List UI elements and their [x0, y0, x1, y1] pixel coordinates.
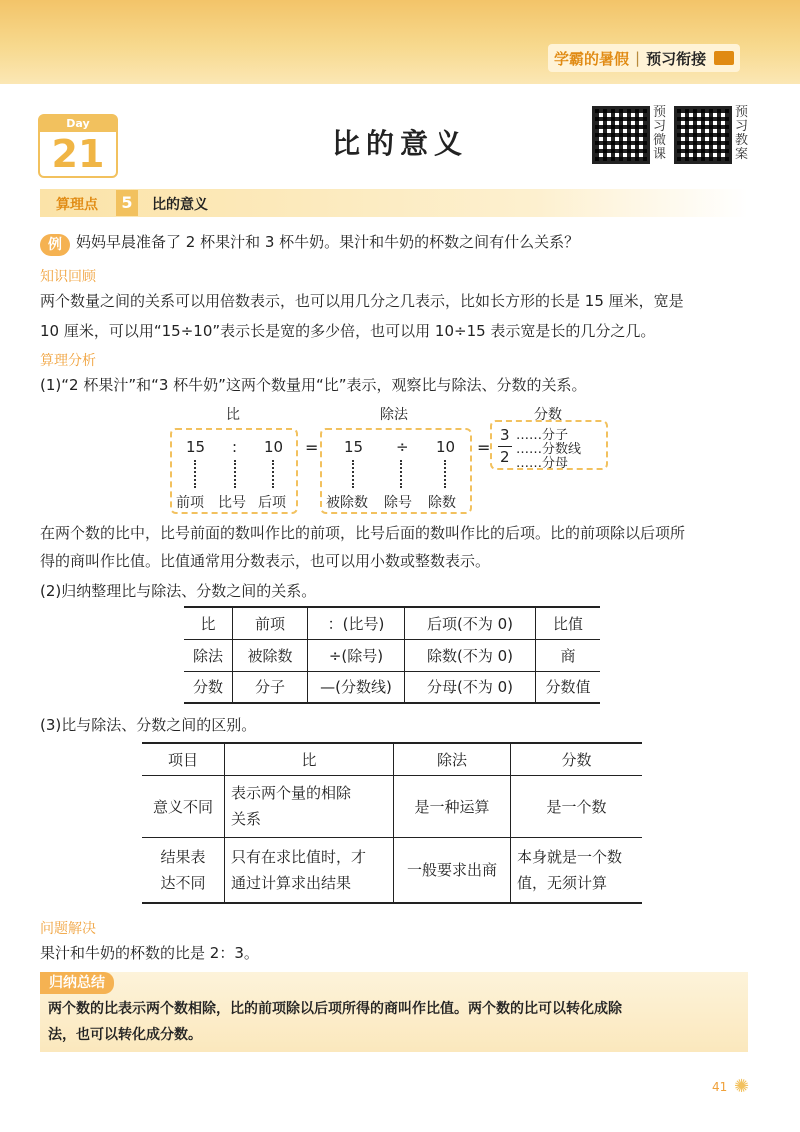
table-row [142, 743, 642, 775]
review-heading: 知识回顾 [40, 269, 96, 285]
denominator: 2 [500, 448, 510, 466]
fraction-box [490, 420, 608, 470]
series-tag [548, 44, 740, 72]
page-number: 41 [712, 1080, 728, 1094]
step-3: (3)比与除法、分数之间的区别。 [40, 716, 257, 734]
table-cell: 意义不同 [142, 775, 225, 837]
table-cell: ：(比号) [308, 607, 405, 639]
series-name: 学霸的暑假 [554, 49, 630, 68]
review-line: 两个数量之间的关系可以用倍数表示，也可以用几分之几表示，比如长方形的长是 15 厘米，宽是 [40, 292, 684, 310]
day-number: 21 [51, 132, 105, 176]
dotted-connector [400, 460, 402, 488]
table-cell: 前项 [233, 607, 308, 639]
table-cell: 商 [560, 646, 576, 665]
qr-code-icon[interactable] [674, 106, 732, 164]
table-row [142, 775, 642, 837]
table-cell [511, 837, 643, 903]
section-bar [40, 189, 748, 217]
dotted-connector [272, 460, 274, 488]
numerator: 3 [500, 426, 510, 444]
ratio-box [170, 428, 298, 514]
day-badge [38, 114, 118, 178]
step-1: (1)“2 杯果汁”和“3 杯牛奶”这两个数量用“比”表示，观察比与除法、分数的关系。 [40, 376, 587, 394]
division-label: 除号 [384, 495, 412, 511]
cell-line: 达不同 [160, 873, 206, 892]
table-row [184, 671, 600, 703]
example-question: 妈妈早晨准备了 2 杯果汁和 3 杯牛奶。果汁和牛奶的杯数之间有什么关系？ [76, 233, 580, 251]
table-cell: 分母(不为 0) [405, 671, 536, 703]
table-cell: 是一种运算 [394, 775, 511, 837]
page-title: 比的意义 [331, 127, 468, 160]
table-cell: ÷(除号) [308, 639, 405, 671]
ratio-label: 后项 [258, 495, 286, 511]
example-badge: 例 [40, 234, 70, 256]
table-cell: 除数(不为 0) [405, 639, 536, 671]
table-row [184, 607, 600, 639]
table-cell: 除法 [184, 639, 233, 671]
table-cell: 分数值 [545, 678, 591, 697]
cell-line: 只有在求比值时，才 [231, 847, 367, 866]
relation-table [184, 606, 600, 704]
qr-code-icon[interactable] [592, 106, 650, 164]
fraction-header: 分数 [534, 407, 562, 423]
table-cell: 比值 [552, 614, 583, 633]
fraction-part-label: ……分子 [516, 428, 569, 443]
cell-line: 通过计算求出结果 [231, 873, 352, 892]
qr-label: 预习教案 [735, 105, 749, 162]
summary-line: 法，也可以转化成分数。 [48, 1027, 202, 1043]
cell-line: 表示两个量的相除 [231, 784, 352, 802]
table-header: 除法 [394, 743, 511, 775]
ratio-sign: : [232, 438, 238, 456]
table-cell: 被除数 [233, 639, 308, 671]
definition-line: 得的商叫作比值。比值通常用分数表示，也可以用小数或整数表示。 [40, 552, 491, 570]
table-cell [142, 837, 225, 903]
division-header: 除法 [380, 407, 408, 423]
qr-label: 预习微课 [653, 105, 667, 162]
ratio-antecedent: 15 [186, 438, 206, 456]
table-cell: —(分数线) [308, 671, 405, 703]
table-row [142, 837, 642, 903]
fraction-part-label: ……分数线 [516, 442, 582, 457]
table-cell: 是一个数 [546, 797, 607, 816]
section-name: 比的意义 [152, 197, 208, 213]
division-box [320, 428, 472, 514]
dotted-connector [352, 460, 354, 488]
cell-line: 值，无须计算 [517, 873, 608, 892]
table-header: 项目 [142, 743, 225, 775]
table-cell: 一般要求出商 [394, 837, 511, 903]
solve-answer: 果汁和牛奶的杯数的比是 2：3。 [40, 944, 259, 962]
review-line: 10 厘米，可以用“15÷10”表示长是宽的多少倍，也可以用 10÷15 表示宽是长的几分之几。 [40, 322, 656, 340]
fraction-line [498, 446, 512, 447]
tag-separator: | [635, 49, 641, 67]
division-label: 被除数 [326, 495, 368, 511]
summary-line: 两个数的比表示两个数相除，比的前项除以后项所得的商叫作比值。两个数的比可以转化成除 [48, 1001, 622, 1017]
cell-line: 关系 [231, 810, 262, 828]
dividend: 15 [344, 438, 364, 456]
table-row [184, 639, 600, 671]
table-cell: 分子 [233, 671, 308, 703]
summary-label: 归纳总结 [40, 972, 114, 994]
ratio-header: 比 [226, 407, 240, 423]
divisor: 10 [436, 438, 456, 456]
sun-icon: ✺ [734, 1076, 750, 1097]
cell-line: 结果表 [160, 847, 206, 866]
analysis-heading: 算理分析 [40, 353, 96, 369]
table-header: 比 [225, 743, 394, 775]
equals-sign: = [305, 438, 319, 457]
table-cell: 后项(不为 0) [405, 607, 536, 639]
table-cell [225, 775, 394, 837]
table-cell [225, 837, 394, 903]
dotted-connector [444, 460, 446, 488]
series-subtitle: 预习衔接 [646, 49, 707, 68]
section-number: 5 [116, 190, 138, 216]
difference-table [142, 742, 642, 904]
dotted-connector [194, 460, 196, 488]
table-header: 分数 [561, 750, 592, 769]
ratio-label: 比号 [218, 495, 246, 511]
book-icon [714, 51, 734, 65]
fraction-part-label: ……分母 [516, 456, 569, 471]
table-cell: 分数 [184, 671, 233, 703]
solve-heading: 问题解决 [40, 921, 96, 937]
cell-line: 本身就是一个数 [517, 847, 623, 866]
ratio-consequent: 10 [264, 438, 284, 456]
table-cell: 比 [184, 607, 233, 639]
ratio-label: 前项 [176, 495, 204, 511]
definition-line: 在两个数的比中，比号前面的数叫作比的前项，比号后面的数叫作比的后项。比的前项除以后项所 [40, 524, 686, 542]
day-label: Day [40, 116, 116, 132]
dotted-connector [234, 460, 236, 488]
equals-sign: = [477, 438, 491, 457]
step-2: (2)归纳整理比与除法、分数之间的关系。 [40, 582, 317, 600]
division-label: 除数 [428, 495, 456, 511]
section-label: 算理点 [56, 197, 98, 213]
division-sign: ÷ [396, 438, 409, 456]
